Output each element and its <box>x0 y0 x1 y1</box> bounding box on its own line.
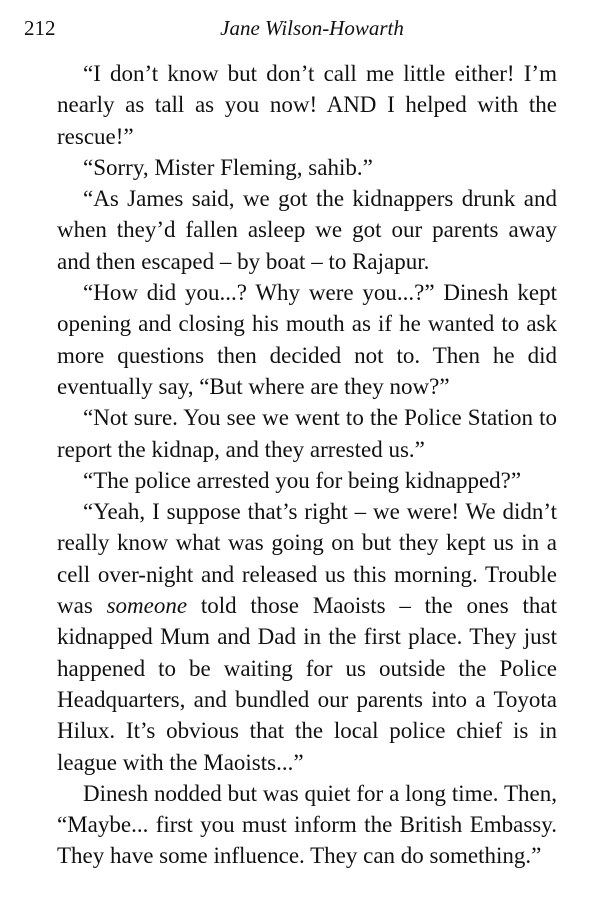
emphasis: someone <box>106 593 188 619</box>
page-number: 212 <box>24 16 56 40</box>
running-head <box>24 16 560 44</box>
paragraph: “As James said, we got the kidnappers drunk and when they’d fallen asleep we got our parents away and then escaped – by boat – to Rajapur. <box>57 186 557 274</box>
body-text <box>57 58 557 872</box>
paragraph: “The police arrested you for being kidnapped?” <box>83 467 522 493</box>
paragraph-part: told those Maoists – the ones that kidnapped Mum and Dad in the first place. They just happened to be waiting for us outside the Police Headquarters, and bundled our parents into a Toyota Hilux. It’s obvious that the local police chief is in league with the Maoists...” <box>57 593 557 775</box>
paragraph: Dinesh nodded but was quiet for a long time. Then, “Maybe... first you must inform the British Embassy. They have some influence. They can do something.” <box>57 780 557 869</box>
paragraph: “How did you...? Why were you...?” Dinesh kept opening and closing his mouth as if he wanted to ask more questions then decided not to. Then he did eventually say, “But where are they now?” <box>57 280 557 399</box>
paragraph: “Sorry, Mister Fleming, sahib.” <box>83 154 373 180</box>
running-title: Jane Wilson-Howarth <box>220 16 404 40</box>
paragraph-part: “Yeah, I suppose that’s right – we were! We didn’t really know what was going on but they kept us in a cell over-night and released us this morning. Trouble was <box>57 499 557 619</box>
paragraph: “I don’t know but don’t call me little either! I’m nearly as tall as you now! AND I helped with the rescue!” <box>57 61 557 149</box>
paragraph: “Not sure. You see we went to the Police Station to report the kidnap, and they arrested us.” <box>57 405 557 462</box>
paragraph <box>57 496 557 778</box>
